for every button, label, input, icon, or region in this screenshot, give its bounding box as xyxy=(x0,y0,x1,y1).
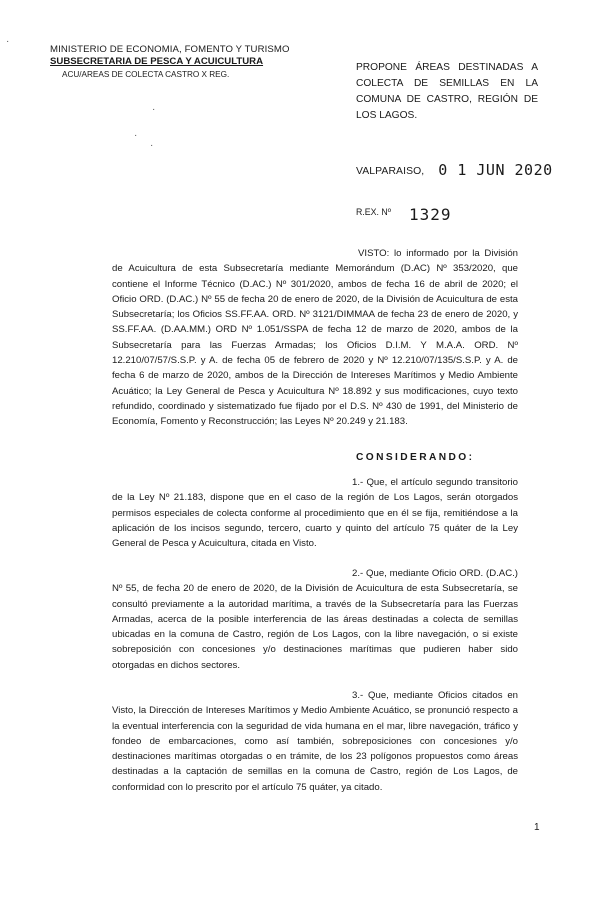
ministry-name: MINISTERIO DE ECONOMIA, FOMENTO Y TURISMO xyxy=(50,44,290,55)
internal-reference: ACU/AREAS DE COLECTA CASTRO X REG. xyxy=(62,70,230,79)
considerando-heading: CONSIDERANDO: xyxy=(356,452,475,463)
scan-speck: · xyxy=(150,140,154,151)
date-stamp: 0 1 JUN 2020 xyxy=(438,161,553,179)
resolution-number xyxy=(356,200,452,224)
considerando-number: 1.- xyxy=(352,477,364,488)
considerando-number: 2.- xyxy=(352,568,364,579)
considerando-number: 3.- xyxy=(352,690,364,701)
considerando-text: Que, el artículo segundo transitorio de la Ley Nº 21.183, dispone que en el caso de la región de Los Lagos, serán otorgados permisos especiales de colecta conforme al procedimiento que en él se fija, remitiéndose a la aplicación de los incisos segundo, tercero, cuarto y quinto del artículo 75 quáter de la Ley General de Pesca y Acuicultura, citada en Visto. xyxy=(112,477,518,550)
place: VALPARAISO, xyxy=(356,166,425,177)
place-and-date xyxy=(356,160,553,178)
resolution-number-stamp: 1329 xyxy=(409,205,452,224)
considerando-text: Que, mediante Oficio ORD. (D.AC.) Nº 55, de fecha 20 de enero de 2020, de la División de Acuicultura de esta Subsecretaría, se consultó previamente a la autoridad marítima, a través de la Subsecretaría para las Fuerzas Armadas, acerca de la posible interferencia de las áreas destinadas a colecta de semillas ubicadas en la comuna de Castro, región de Los Lagos, con la libre navegación, o si existe sobreposición con concesiones y/o destinaciones marítimas que pudieren haber sido otorgadas en dichos sectores. xyxy=(112,568,518,671)
letterhead xyxy=(50,44,290,81)
scan-speck: · xyxy=(152,104,156,115)
resolution-label: R.EX. Nº xyxy=(356,207,391,217)
visto-text: VISTO: lo informado por la División de Acuicultura de esta Subsecretaría mediante Memorándum (D.AC) Nº 353/2020, que contiene el Informe Técnico (D.AC.) Nº 301/2020, ambos de fecha 16 de abril de 2020; el Oficio ORD. (D.AC.) Nº 55 de fecha 20 de enero de 2020, de la División de Acuicultura de esta Subsecretaría; los Oficios SS.FF.AA. ORD. Nº 3121/DIMMAA de fecha 23 de enero de 2020, y SS.FF.AA. (D.AA.MM.) ORD Nº 1.051/SSPA de fecha 12 de marzo de 2020, ambos de la Subsecretaría para las Fuerzas Armadas; los Oficios D.I.M. Y M.A.A. ORD. Nº 12.210/07/57/S.S.P. y A. de fecha 05 de febrero de 2020 y Nº 12.210/07/135/S.S.P. y A. de fecha 6 de marzo de 2020, ambos de la Dirección de Intereses Marítimos y Medio Ambiente Acuático; la Ley General de Pesca y Acuicultura Nº 18.892 y sus modificaciones, cuyo texto refundido, coordinado y sistematizado fue fijado por el D.S. Nº 430 de 1991, del Ministerio de Economía, Fomento y Reconstrucción; las Leyes Nº 20.249 y 21.183. xyxy=(112,248,518,428)
considerando-item xyxy=(112,475,518,551)
visto-paragraph xyxy=(112,246,518,430)
scan-speck: · xyxy=(134,130,138,141)
scan-speck: · xyxy=(6,36,10,47)
page-number: 1 xyxy=(534,822,540,833)
considerando-text: Que, mediante Oficios citados en Visto, la Dirección de Intereses Marítimos y Medio Ambiente Acuático, se pronunció respecto a la eventual interferencia con la seguridad de vida humana en el mar, libre navegación, tráfico y fondeo de embarcaciones, como así también, sobreposiciones con concesiones y/o destinaciones marítimas otorgadas o en trámite, de los 23 polígonos propuestos como áreas destinadas a la captación de semillas en la comuna de Castro, región de Los Lagos, de conformidad con lo prescrito por el artículo 75 quáter, ya citado. xyxy=(112,690,518,793)
subsecretariat-name: SUBSECRETARIA DE PESCA Y ACUICULTURA xyxy=(50,56,264,67)
considerando-item xyxy=(112,688,518,795)
document-subject: PROPONE ÁREAS DESTINADAS A COLECTA DE SEMILLAS EN LA COMUNA DE CASTRO, REGIÓN DE LOS LAGOS. xyxy=(356,62,538,121)
considerando-item xyxy=(112,566,518,673)
